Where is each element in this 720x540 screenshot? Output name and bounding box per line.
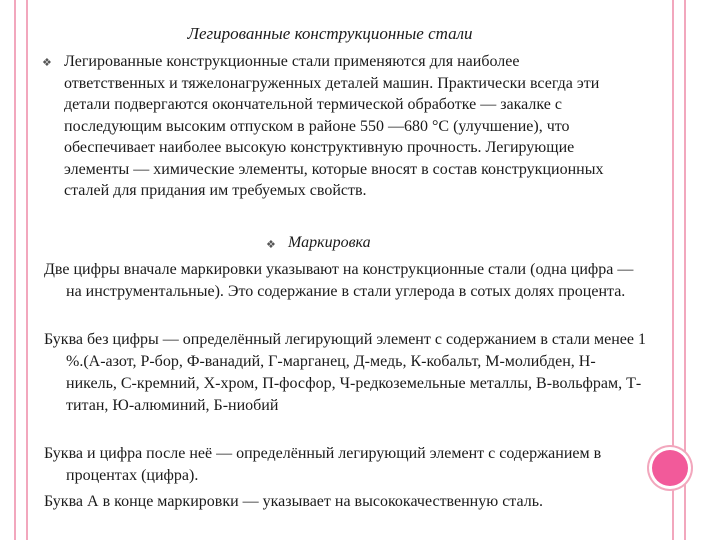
paragraph-letter-without-digit: Буква без цифры — определённый легирующий элемент с содержанием в стали менее 1 %.(А-азот, Р-бор, Ф-ванадий, Г-марганец, Д-медь, К-кобальт, М-молибден, Н-никель, С-кремний, Х-хром, П-фосфор, Ч-редкоземельные металлы, В-вольфрам, Т-титан, Ю-алюминий, Б-ниобий bbox=[44, 331, 646, 414]
subheading-marking: Маркировка bbox=[288, 234, 371, 251]
pink-circle-decoration bbox=[652, 450, 688, 486]
paragraph-letter-a: Буква А в конце маркировки — указывает на высококачественную сталь. bbox=[44, 493, 544, 510]
intro-paragraph: Легированные конструкционные стали применяются для наиболее ответственных и тяжелонагруженных деталей машин. Практически всегда эти детали подвергаются окончательной термической обработке — закалке с последующим высоким отпуском в районе 550 —680 °С (улучшение), что обеспечивает наиболее высокую конструктивную прочность. Легирующие элементы — химические элементы, которые вносят в состав конструкционных сталей для придания им требуемых свойств. bbox=[64, 53, 604, 199]
diamond-bullet-icon: ❖ bbox=[42, 57, 52, 69]
diamond-bullet-icon: ❖ bbox=[266, 239, 276, 251]
paragraph-letter-with-digit: Буква и цифра после неё — определённый легирующий элемент с содержанием в процентах (цифра). bbox=[44, 445, 602, 484]
left-frame-decoration bbox=[14, 0, 28, 540]
slide-title: Легированные конструкционные стали bbox=[187, 24, 473, 43]
paragraph-digits: Две цифры вначале маркировки указывают на конструкционные стали (одна цифра — на инструментальные). Это содержание в стали углерода в сотых долях процента. bbox=[44, 261, 634, 300]
